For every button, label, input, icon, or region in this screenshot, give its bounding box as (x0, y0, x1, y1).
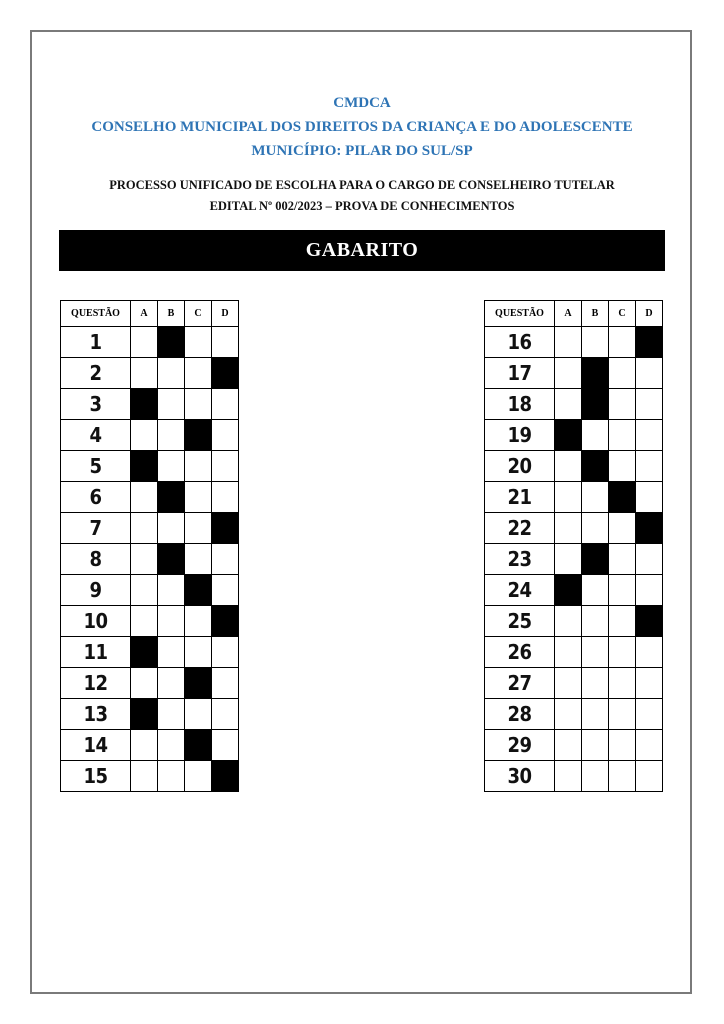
header-council-name: CONSELHO MUNICIPAL DOS DIREITOS DA CRIANÇA E DO ADOLESCENTE (91, 119, 633, 135)
option-cell-d (636, 730, 663, 761)
option-cell-d (636, 637, 663, 668)
option-cell-b (582, 327, 609, 358)
option-cell-b (582, 513, 609, 544)
option-cell-c (609, 389, 636, 420)
question-number: 19 (485, 420, 555, 451)
option-cell-c-marked (185, 575, 212, 606)
option-cell-d-marked (636, 327, 663, 358)
option-cell-c (185, 699, 212, 730)
header-a: A (131, 301, 158, 327)
question-number: 25 (485, 606, 555, 637)
question-number: 15 (61, 761, 131, 792)
option-cell-d (636, 668, 663, 699)
answer-row (61, 637, 239, 668)
question-number: 6 (61, 482, 131, 513)
answer-row (485, 699, 663, 730)
question-number: 13 (61, 699, 131, 730)
question-number: 1 (61, 327, 131, 358)
option-cell-a (131, 327, 158, 358)
option-cell-a (555, 358, 582, 389)
header-c: C (609, 301, 636, 327)
option-cell-a (131, 730, 158, 761)
option-cell-b (582, 637, 609, 668)
answer-row (485, 637, 663, 668)
option-cell-d (636, 575, 663, 606)
option-cell-c (185, 358, 212, 389)
header-b: B (582, 301, 609, 327)
option-cell-a (131, 544, 158, 575)
option-cell-a (555, 606, 582, 637)
option-cell-c (609, 730, 636, 761)
option-cell-c (185, 482, 212, 513)
option-cell-b-marked (582, 451, 609, 482)
answer-row (485, 606, 663, 637)
option-cell-b (582, 575, 609, 606)
option-cell-c (185, 606, 212, 637)
option-cell-a (555, 637, 582, 668)
answer-row (61, 327, 239, 358)
option-cell-c (609, 606, 636, 637)
option-cell-a (131, 668, 158, 699)
option-cell-c (609, 420, 636, 451)
option-cell-d (212, 451, 239, 482)
option-cell-c (185, 544, 212, 575)
option-cell-b (158, 761, 185, 792)
question-number: 30 (485, 761, 555, 792)
option-cell-d (212, 420, 239, 451)
option-cell-d-marked (636, 606, 663, 637)
option-cell-b (158, 637, 185, 668)
option-cell-c (185, 389, 212, 420)
option-cell-d (212, 575, 239, 606)
option-cell-c (185, 451, 212, 482)
option-cell-d (636, 389, 663, 420)
question-number: 28 (485, 699, 555, 730)
option-cell-d (212, 544, 239, 575)
option-cell-b (158, 513, 185, 544)
answer-row (485, 575, 663, 606)
question-number: 5 (61, 451, 131, 482)
option-cell-b (158, 606, 185, 637)
answer-row (61, 358, 239, 389)
answer-row (485, 327, 663, 358)
option-cell-a (131, 420, 158, 451)
option-cell-a-marked (555, 420, 582, 451)
question-number: 16 (485, 327, 555, 358)
option-cell-d (212, 637, 239, 668)
option-cell-d (212, 389, 239, 420)
option-cell-b (582, 699, 609, 730)
header-d: D (212, 301, 239, 327)
option-cell-c (609, 637, 636, 668)
header-edital: EDITAL Nº 002/2023 – PROVA DE CONHECIMENTOS (209, 199, 515, 213)
table-header-row (61, 301, 239, 327)
option-cell-d-marked (212, 513, 239, 544)
option-cell-a (131, 513, 158, 544)
option-cell-d (212, 730, 239, 761)
option-cell-c-marked (185, 730, 212, 761)
question-number: 10 (61, 606, 131, 637)
option-cell-b (582, 606, 609, 637)
option-cell-b (582, 668, 609, 699)
question-number: 22 (485, 513, 555, 544)
question-number: 4 (61, 420, 131, 451)
option-cell-b (582, 761, 609, 792)
option-cell-a-marked (131, 389, 158, 420)
option-cell-c (185, 637, 212, 668)
answer-row (485, 482, 663, 513)
option-cell-c (609, 575, 636, 606)
question-number: 21 (485, 482, 555, 513)
option-cell-a-marked (131, 637, 158, 668)
option-cell-a (555, 730, 582, 761)
option-cell-b-marked (582, 389, 609, 420)
option-cell-c-marked (185, 668, 212, 699)
option-cell-b (582, 482, 609, 513)
option-cell-b-marked (582, 358, 609, 389)
header-c: C (185, 301, 212, 327)
question-number: 23 (485, 544, 555, 575)
option-cell-b (158, 575, 185, 606)
answer-row (485, 513, 663, 544)
question-number: 26 (485, 637, 555, 668)
option-cell-a (555, 451, 582, 482)
answer-table-right (484, 300, 663, 792)
option-cell-d-marked (212, 761, 239, 792)
option-cell-d-marked (636, 513, 663, 544)
option-cell-b (158, 389, 185, 420)
option-cell-c (609, 358, 636, 389)
answer-row (485, 730, 663, 761)
option-cell-c (185, 761, 212, 792)
option-cell-a (131, 482, 158, 513)
option-cell-c (609, 544, 636, 575)
option-cell-b (158, 420, 185, 451)
header-process-title: PROCESSO UNIFICADO DE ESCOLHA PARA O CARGO DE CONSELHEIRO TUTELAR (109, 178, 615, 192)
option-cell-d (212, 482, 239, 513)
question-number: 17 (485, 358, 555, 389)
question-number: 12 (61, 668, 131, 699)
option-cell-c-marked (609, 482, 636, 513)
question-number: 27 (485, 668, 555, 699)
answer-row (485, 544, 663, 575)
option-cell-b (158, 730, 185, 761)
option-cell-b (582, 420, 609, 451)
question-number: 7 (61, 513, 131, 544)
option-cell-a (555, 668, 582, 699)
answer-row (61, 730, 239, 761)
answer-row (485, 451, 663, 482)
answer-row (61, 575, 239, 606)
answer-row (61, 389, 239, 420)
answer-row (485, 761, 663, 792)
question-number: 20 (485, 451, 555, 482)
option-cell-a (555, 544, 582, 575)
option-cell-d (212, 327, 239, 358)
answer-row (61, 606, 239, 637)
answer-row (61, 699, 239, 730)
question-number: 8 (61, 544, 131, 575)
question-number: 14 (61, 730, 131, 761)
option-cell-d (636, 420, 663, 451)
header-municipality: MUNICÍPIO: PILAR DO SUL/SP (251, 143, 473, 159)
option-cell-c-marked (185, 420, 212, 451)
answer-row (61, 451, 239, 482)
answer-table-left (60, 300, 239, 792)
header-questao: QUESTÃO (485, 301, 555, 327)
option-cell-a (555, 389, 582, 420)
option-cell-d (636, 482, 663, 513)
option-cell-a (555, 699, 582, 730)
option-cell-d (636, 699, 663, 730)
answer-row (485, 358, 663, 389)
option-cell-c (609, 761, 636, 792)
answer-row (485, 389, 663, 420)
question-number: 29 (485, 730, 555, 761)
option-cell-c (609, 699, 636, 730)
answer-row (61, 544, 239, 575)
header-d: D (636, 301, 663, 327)
option-cell-b (158, 668, 185, 699)
option-cell-b (158, 358, 185, 389)
question-number: 9 (61, 575, 131, 606)
option-cell-a (131, 358, 158, 389)
option-cell-c (609, 451, 636, 482)
header-a: A (555, 301, 582, 327)
option-cell-a-marked (131, 451, 158, 482)
option-cell-a (555, 482, 582, 513)
option-cell-b-marked (158, 482, 185, 513)
option-cell-c (609, 513, 636, 544)
answer-row (61, 420, 239, 451)
option-cell-d (636, 451, 663, 482)
option-cell-a (555, 327, 582, 358)
answer-row (485, 420, 663, 451)
question-number: 18 (485, 389, 555, 420)
answer-row (61, 668, 239, 699)
answer-row (61, 513, 239, 544)
question-number: 3 (61, 389, 131, 420)
answer-row (61, 761, 239, 792)
option-cell-a (555, 513, 582, 544)
option-cell-d (212, 668, 239, 699)
table-header-row (485, 301, 663, 327)
option-cell-a-marked (131, 699, 158, 730)
answer-row (61, 482, 239, 513)
option-cell-d (636, 358, 663, 389)
question-number: 2 (61, 358, 131, 389)
option-cell-a (131, 606, 158, 637)
option-cell-d (212, 699, 239, 730)
option-cell-d (636, 761, 663, 792)
option-cell-a-marked (555, 575, 582, 606)
option-cell-b-marked (582, 544, 609, 575)
option-cell-b-marked (158, 544, 185, 575)
option-cell-c (609, 668, 636, 699)
option-cell-b (582, 730, 609, 761)
gabarito-banner: GABARITO (59, 230, 665, 271)
question-number: 11 (61, 637, 131, 668)
option-cell-c (185, 327, 212, 358)
option-cell-a (131, 575, 158, 606)
option-cell-b (158, 451, 185, 482)
option-cell-d (636, 544, 663, 575)
answer-row (485, 668, 663, 699)
option-cell-b-marked (158, 327, 185, 358)
question-number: 24 (485, 575, 555, 606)
option-cell-c (609, 327, 636, 358)
option-cell-c (185, 513, 212, 544)
header-questao: QUESTÃO (61, 301, 131, 327)
option-cell-a (131, 761, 158, 792)
option-cell-d-marked (212, 606, 239, 637)
option-cell-a (555, 761, 582, 792)
header-cmdca: CMDCA (333, 95, 391, 111)
option-cell-b (158, 699, 185, 730)
option-cell-d-marked (212, 358, 239, 389)
header-b: B (158, 301, 185, 327)
